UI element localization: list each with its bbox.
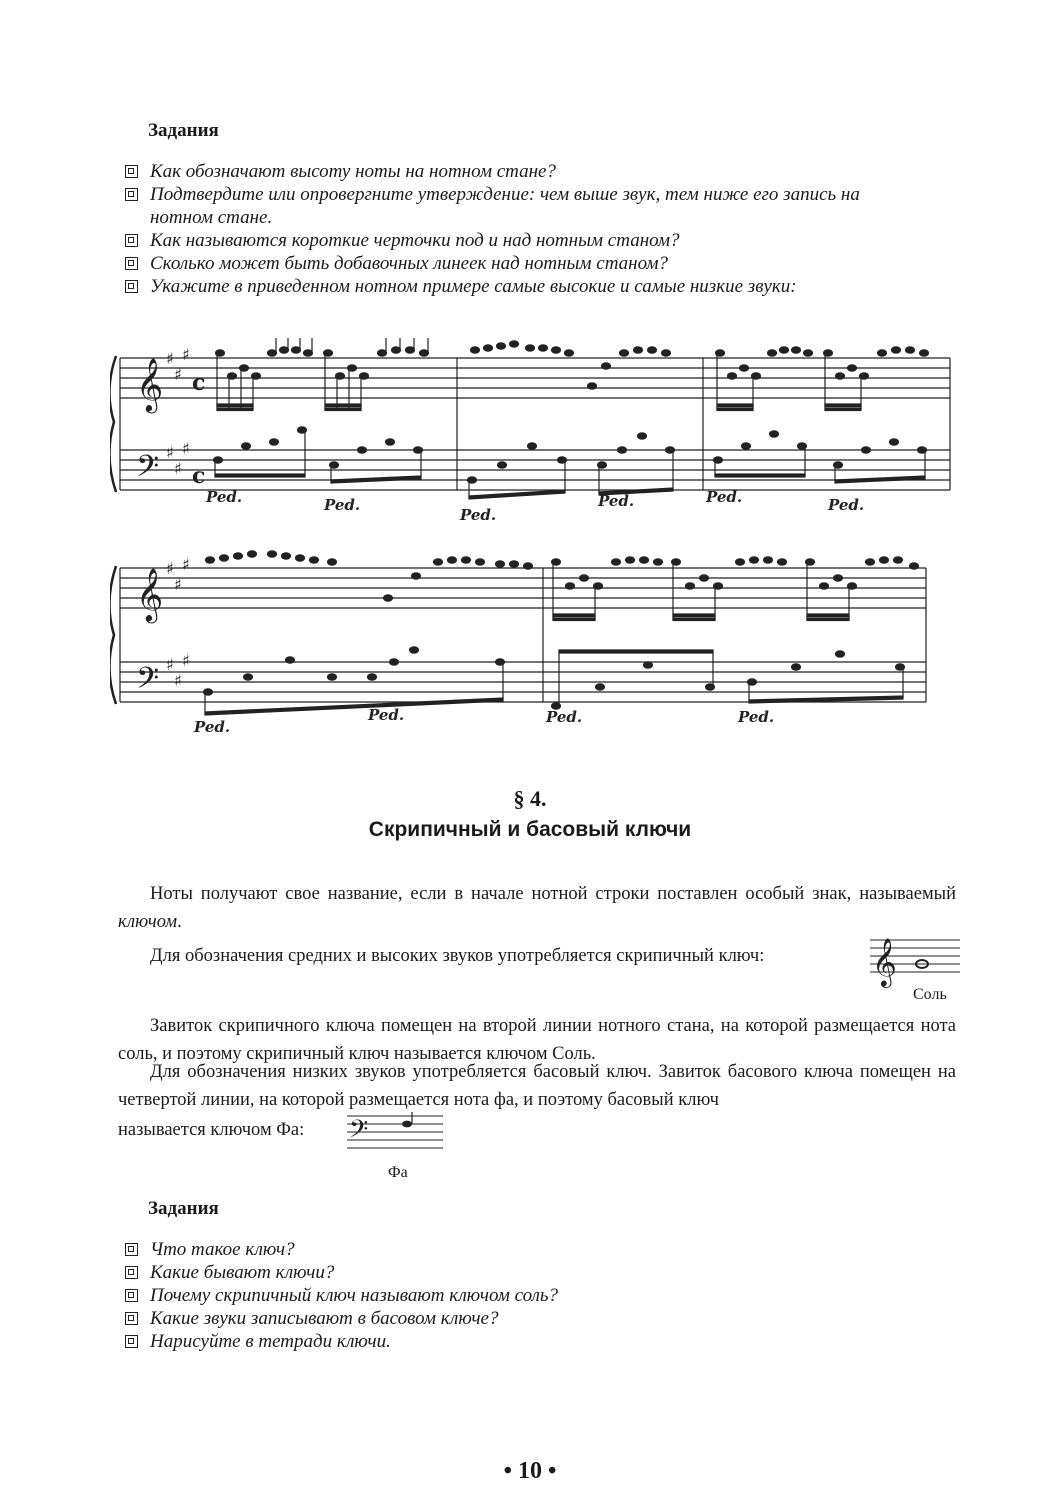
- pedal-mark: Ped.: [738, 708, 775, 726]
- pedal-mark: Ped.: [206, 488, 243, 506]
- bass-notes: [214, 427, 927, 499]
- pedal-mark: Ped.: [194, 718, 231, 736]
- list-item: Нарисуйте в тетради ключи.: [125, 1330, 925, 1353]
- svg-text:♯: ♯: [166, 559, 174, 578]
- note-caption-sol: Соль: [913, 986, 947, 1003]
- square-bullet-icon: [125, 234, 138, 247]
- pedal-mark: Ped.: [324, 496, 361, 514]
- paragraph: Для обозначения низких звуков употребляется басовый ключ. Завиток басового ключа помещен на четвертой линии, на которой размещается нота фа, и поэтому басовый ключ: [118, 1062, 956, 1110]
- bass-notes: [204, 647, 905, 715]
- treble-notes: [206, 551, 919, 621]
- list-item: Какие звуки записывают в басовом ключе?: [125, 1307, 925, 1330]
- treble-clef-icon: 𝄞: [136, 567, 164, 621]
- note-group: [324, 350, 369, 411]
- bass-clef-icon: 𝄢: [136, 450, 160, 491]
- note-group: [268, 338, 313, 356]
- treble-clef-example: [870, 926, 960, 992]
- tasks-heading: Задания: [148, 120, 219, 141]
- tasks-list: [125, 160, 925, 298]
- svg-text:♯: ♯: [174, 671, 182, 690]
- svg-text:♯: ♯: [174, 575, 182, 594]
- list-item: Как называются короткие черточки под и над нотным станом?: [125, 229, 925, 252]
- paragraph: Ноты получают свое название, если в начале нотной строки поставлен особый знак, называемый ключом.: [118, 884, 956, 932]
- bass-clef-icon: 𝄢: [349, 1115, 369, 1150]
- bass-clef-icon: 𝄢: [136, 662, 160, 703]
- note-caption-fa: Фа: [388, 1164, 408, 1181]
- section-number: § 4.: [513, 786, 547, 811]
- svg-text:♯: ♯: [182, 439, 190, 458]
- square-bullet-icon: [125, 1312, 138, 1325]
- svg-text:♯: ♯: [182, 345, 190, 364]
- pedal-mark: Ped.: [368, 706, 405, 724]
- square-bullet-icon: [125, 188, 138, 201]
- treble-clef-icon: 𝄞: [136, 357, 164, 411]
- square-bullet-icon: [125, 1289, 138, 1302]
- svg-text:♯: ♯: [166, 349, 174, 368]
- music-score-system-1: [110, 338, 960, 528]
- square-bullet-icon: [125, 257, 138, 270]
- pedal-mark: Ped.: [828, 496, 865, 514]
- list-item: Укажите в приведенном нотном примере самые высокие и самые низкие звуки:: [125, 275, 925, 298]
- svg-text:♯: ♯: [174, 459, 182, 478]
- pedal-mark: Ped.: [546, 708, 583, 726]
- pedal-mark: Ped.: [460, 506, 497, 524]
- note-group: [716, 347, 929, 411]
- treble-clef-sentence: Для обозначения средних и высоких звуков употребляется скрипичный ключ:: [150, 946, 765, 966]
- list-item: Подтвердите или опровергните утверждение: чем выше звук, тем ниже его запись на нотном стане.: [125, 183, 925, 229]
- treble-clef-icon: 𝄞: [872, 937, 897, 986]
- note-group: [216, 350, 261, 411]
- list-item: Какие бывают ключи?: [125, 1261, 925, 1284]
- square-bullet-icon: [125, 165, 138, 178]
- svg-text:♯: ♯: [182, 555, 190, 574]
- music-score-system-2: [110, 540, 960, 740]
- list-item: Сколько может быть добавочных линеек над нотным станом?: [125, 252, 925, 275]
- note-group: [378, 338, 429, 356]
- bass-clef-example: [347, 1112, 443, 1162]
- svg-text:♯: ♯: [166, 655, 174, 674]
- square-bullet-icon: [125, 1243, 138, 1256]
- note-group: [471, 341, 671, 389]
- paragraph: Завиток скрипичного ключа помещен на второй линии нотного стана, на которой размещается нота соль, и поэтому скрипичный ключ называется ключом Соль.: [118, 1016, 956, 1064]
- bass-clef-sentence: называется ключом Фа:: [118, 1120, 305, 1140]
- tasks-list: [125, 1238, 925, 1353]
- pedal-mark: Ped.: [706, 488, 743, 506]
- svg-text:♯: ♯: [174, 365, 182, 384]
- time-signature: c: [192, 370, 206, 396]
- page-number: • 10 •: [503, 1458, 557, 1484]
- note-f: [402, 1121, 412, 1128]
- square-bullet-icon: [125, 1266, 138, 1279]
- time-signature: c: [192, 463, 206, 489]
- square-bullet-icon: [125, 280, 138, 293]
- section-title: Скрипичный и басовый ключи: [368, 818, 692, 841]
- pedal-mark: Ped.: [598, 492, 635, 510]
- svg-text:♯: ♯: [182, 651, 190, 670]
- list-item: Что такое ключ?: [125, 1238, 925, 1261]
- svg-text:♯: ♯: [166, 443, 174, 462]
- tasks-heading: Задания: [148, 1198, 219, 1219]
- list-item: Почему скрипичный ключ называют ключом соль?: [125, 1284, 925, 1307]
- list-item: Как обозначают высоту ноты на нотном стане?: [125, 160, 925, 183]
- square-bullet-icon: [125, 1335, 138, 1348]
